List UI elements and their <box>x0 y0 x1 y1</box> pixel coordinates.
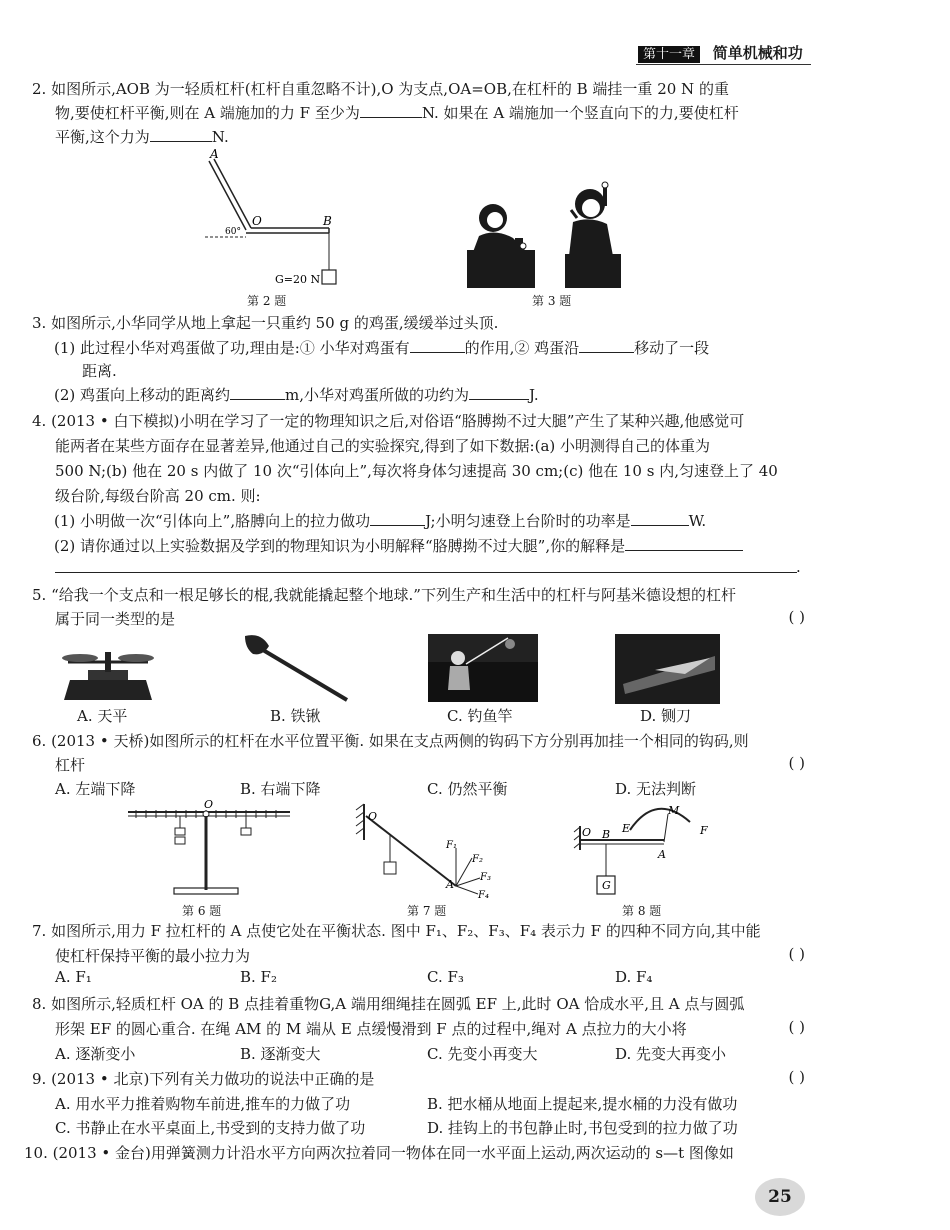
q5-option-b: B. 铁锹 <box>270 707 321 725</box>
q7-paren: ( ) <box>788 945 805 963</box>
answer-blank <box>230 385 285 400</box>
q4-text: J;小明匀速登上台阶时的功率是 <box>425 512 631 530</box>
label-F2: F₂ <box>472 854 483 865</box>
q4-line3: 500 N;(b) 他在 20 s 内做了 10 次“引体向上”,每次将身体匀速提高 30 cm;(c) 他在 10 s 内,匀速登上了 40 <box>55 462 778 480</box>
q2-text: 平衡,这个力为 <box>55 128 150 146</box>
header-rule <box>636 64 811 65</box>
label-G: G <box>602 879 611 892</box>
q10-line1: 10. (2013 • 金台)用弹簧测力计沿水平方向两次拉着同一物体在同一水平面上运动,两次运动的 s—t 图像如 <box>24 1144 734 1162</box>
answer-blank-long <box>55 572 797 573</box>
guillotine-cutter-image <box>615 634 720 704</box>
answer-blank <box>370 511 425 526</box>
label-F1: F₁ <box>446 840 457 851</box>
label-O: O <box>368 810 378 823</box>
q9-paren: ( ) <box>788 1068 805 1086</box>
fishing-rod-image <box>428 634 538 702</box>
shovel-image <box>243 632 353 704</box>
label-F: F <box>700 824 708 837</box>
q8-option-a: A. 逐渐变小 <box>55 1045 136 1063</box>
q3-text: 移动了一段 <box>634 339 710 357</box>
q3-s1d: 距离. <box>82 362 117 380</box>
label-A: A <box>446 878 454 891</box>
label-B: B <box>323 214 332 228</box>
q5-option-d: D. 铡刀 <box>640 707 692 725</box>
q6-option-c: C. 仍然平衡 <box>427 780 508 798</box>
q9-line1: 9. (2013 • 北京)下列有关力做功的说法中正确的是 <box>32 1070 375 1088</box>
q6-option-d: D. 无法判断 <box>615 780 697 798</box>
label-A: A <box>658 848 666 861</box>
q6-caption: 第 6 题 <box>182 904 222 918</box>
q3-s2 <box>54 384 539 405</box>
q7-option-c: C. F₃ <box>427 968 464 986</box>
q8-option-b: B. 逐渐变大 <box>240 1045 321 1063</box>
q7-lever-figure <box>352 800 512 900</box>
chapter-tag: 第十一章 <box>638 46 700 63</box>
q7-line2: 使杠杆保持平衡的最小拉力为 <box>55 947 251 965</box>
label-F3: F₃ <box>480 872 491 883</box>
q3-line1: 3. 如图所示,小华同学从地上拿起一只重约 50 g 的鸡蛋,缓缓举过头顶. <box>32 314 499 332</box>
q4-line2: 能两者在某些方面存在显著差异,他通过自己的实验探究,得到了如下数据:(a) 小明测得自己的体重为 <box>55 437 711 455</box>
q8-line2: 形架 EF 的圆心重合. 在绳 AM 的 M 端从 E 点缓慢滑到 F 点的过程中,绳对 A 点拉力的大小将 <box>55 1020 687 1038</box>
q3-caption: 第 3 题 <box>532 294 572 308</box>
q2-line3 <box>55 126 229 147</box>
label-F4: F₄ <box>478 890 489 900</box>
q9-option-c: C. 书静止在水平桌面上,书受到的支持力做了功 <box>55 1119 366 1137</box>
q4-line1: 4. (2013 • 白下模拟)小明在学习了一定的物理知识之后,对俗语“胳膊拗不过大腿”产生了某种兴趣,他感觉可 <box>32 412 745 430</box>
q8-lever-figure <box>572 800 722 900</box>
q6-option-a: A. 左端下降 <box>55 780 136 798</box>
q2-caption: 第 2 题 <box>247 294 287 308</box>
q2-text: N. 如果在 A 端施加一个竖直向下的力,要使杠杆 <box>421 104 739 122</box>
q2-line2 <box>55 102 739 123</box>
q5-option-a: A. 天平 <box>77 707 128 725</box>
label-B: B <box>602 828 611 841</box>
q8-line1: 8. 如图所示,轻质杠杆 OA 的 B 点挂着重物G,A 端用细绳挂在圆弧 EF 上,此时 OA 恰成水平,且 A 点与圆弧 <box>32 995 745 1013</box>
q5-paren: ( ) <box>788 608 805 626</box>
q4-end: . <box>796 558 801 576</box>
label-E: E <box>622 822 631 835</box>
q9-option-b: B. 把水桶从地面上提起来,提水桶的力没有做功 <box>427 1095 738 1113</box>
q8-option-d: D. 先变大再变小 <box>615 1045 727 1063</box>
answer-blank <box>579 338 634 353</box>
answer-blank <box>410 338 465 353</box>
label-O: O <box>204 798 214 811</box>
q2-text: 物,要使杠杆平衡,则在 A 端施加的力 F 至少为 <box>55 104 360 122</box>
q3-text: m,小华对鸡蛋所做的功约为 <box>285 386 470 404</box>
q2-text: N. <box>211 128 229 146</box>
q3-text: 的作用,② 鸡蛋沿 <box>464 339 580 357</box>
answer-blank <box>150 127 212 142</box>
q3-text: J. <box>529 386 539 404</box>
q9-option-d: D. 挂钩上的书包静止时,书包受到的拉力做了功 <box>427 1119 738 1137</box>
q3-text: (2) 鸡蛋向上移动的距离约 <box>54 386 231 404</box>
chapter-header <box>638 42 803 63</box>
q8-option-c: C. 先变小再变大 <box>427 1045 538 1063</box>
q5-line1: 5. “给我一个支点和一根足够长的棍,我就能撬起整个地球.”下列生产和生活中的杠杆与阿基米德设想的杠杆 <box>32 586 736 604</box>
q4-text: (2) 请你通过以上实验数据及学到的物理知识为小明解释“胳膊拗不过大腿”,你的解释是 <box>54 537 626 555</box>
q4-line4: 级台阶,每级台阶高 20 cm. 则: <box>55 487 261 505</box>
balance-image <box>58 640 158 702</box>
q6-line2: 杠杆 <box>55 756 86 774</box>
q7-line1: 7. 如图所示,用力 F 拉杠杆的 A 点使它处在平衡状态. 图中 F₁、F₂、F₃、F₄ 表示力 F 的四种不同方向,其中能 <box>32 922 761 940</box>
q5-option-c: C. 钓鱼竿 <box>447 707 513 725</box>
label-angle: 60° <box>225 227 241 237</box>
label-M: M <box>668 804 680 817</box>
q2-line1: 2. 如图所示,AOB 为一轻质杠杆(杠杆自重忽略不计),O 为支点,OA=OB,在杠杆的 B 端挂一重 20 N 的重 <box>32 80 729 98</box>
q4-text: W. <box>688 512 707 530</box>
chapter-title: 简单机械和功 <box>712 44 803 62</box>
q6-line1: 6. (2013 • 天桥)如图所示的杠杆在水平位置平衡. 如果在支点两侧的钩码下方分别再加挂一个相同的钩码,则 <box>32 732 749 750</box>
label-O: O <box>582 826 592 839</box>
q7-caption: 第 7 题 <box>407 904 447 918</box>
q7-option-b: B. F₂ <box>240 968 277 986</box>
answer-blank <box>625 536 743 551</box>
q5-line2: 属于同一类型的是 <box>55 610 176 628</box>
q8-caption: 第 8 题 <box>622 904 662 918</box>
q3-figure <box>465 180 625 292</box>
answer-blank <box>360 103 422 118</box>
q6-option-b: B. 右端下降 <box>240 780 321 798</box>
q3-text: (1) 此过程小华对鸡蛋做了功,理由是:① 小华对鸡蛋有 <box>54 339 410 357</box>
page-number: 25 <box>755 1178 805 1216</box>
q2-lever-figure <box>195 145 355 295</box>
q7-option-a: A. F₁ <box>55 968 92 986</box>
label-G: G=20 N <box>275 273 321 286</box>
q4-text: (1) 小明做一次“引体向上”,胳膊向上的拉力做功 <box>54 512 371 530</box>
q9-option-a: A. 用水平力推着购物车前进,推车的力做了功 <box>55 1095 351 1113</box>
q4-s2 <box>54 535 743 556</box>
q6-lever-figure <box>122 798 294 900</box>
label-O: O <box>252 214 262 228</box>
label-A: A <box>210 147 219 161</box>
q4-s1 <box>54 510 706 531</box>
q7-option-d: D. F₄ <box>615 968 653 986</box>
q6-paren: ( ) <box>788 754 805 772</box>
q8-paren: ( ) <box>788 1018 805 1036</box>
answer-blank <box>469 385 529 400</box>
answer-blank <box>631 511 689 526</box>
q3-s1 <box>54 337 709 358</box>
